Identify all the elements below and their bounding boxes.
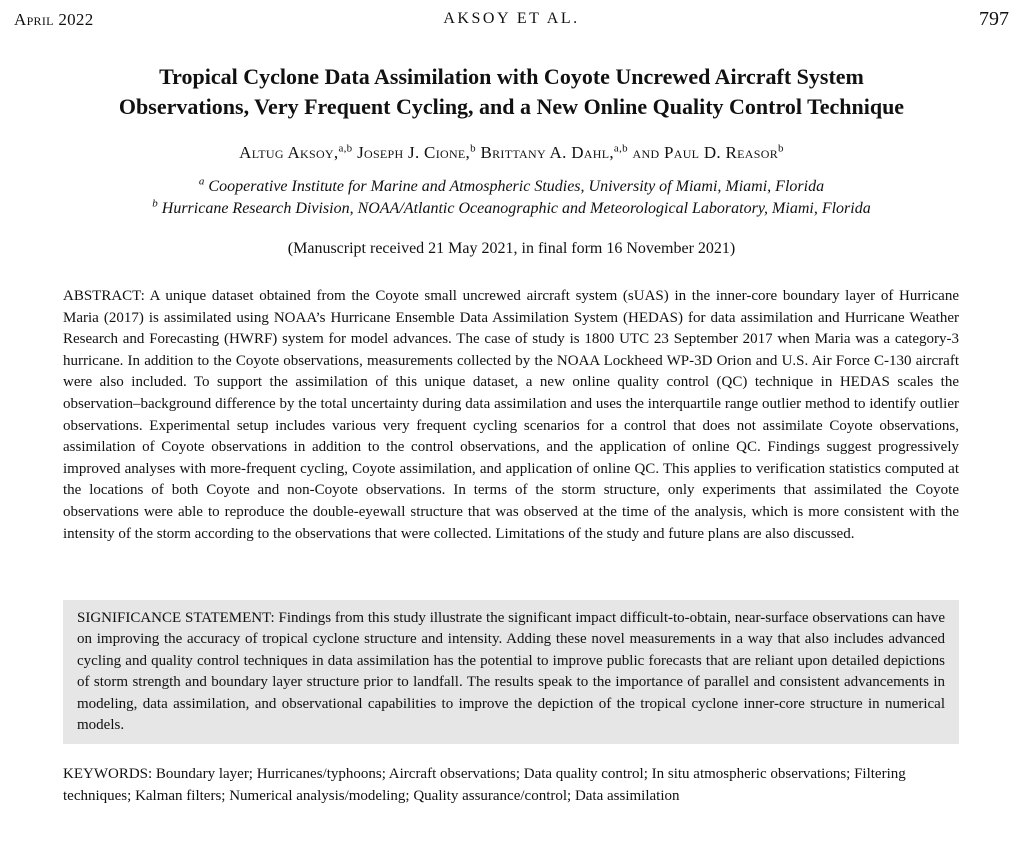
affiliation-b-mark: b (152, 197, 158, 210)
page-number: 797 (979, 8, 1009, 30)
significance-label: SIGNIFICANCE STATEMENT: (77, 610, 275, 626)
affiliation-b-text: Hurricane Research Division, NOAA/Atlantic Oceanographic and Meteorological Laboratory, Miami, Florida (161, 200, 871, 217)
author-aksoy: Altug Aksoy, (239, 143, 339, 162)
author-cione: Joseph J. Cione, (357, 143, 471, 162)
significance-statement (63, 600, 959, 744)
paper-title-line-1: Tropical Cyclone Data Assimilation with Coyote Uncrewed Aircraft System (159, 64, 864, 89)
running-head-authors: AKSOY ET AL. (443, 10, 580, 27)
author-aksoy-affil: a,b (338, 142, 353, 155)
affiliation-b (0, 198, 1023, 220)
running-head-date: April 2022 (14, 10, 94, 29)
abstract-label: ABSTRACT: (63, 288, 145, 304)
paper-title-line-2: Observations, Very Frequent Cycling, and a New Online Quality Control Technique (118, 94, 905, 119)
keywords (63, 764, 959, 807)
author-conjunction: and (632, 143, 660, 162)
author-reasor-affil: b (778, 142, 784, 155)
significance-text: Findings from this study illustrate the significant impact difficult-to-obtain, near-surface observations can have on improving the accuracy of tropical cyclone structure and intensity. Adding these novel measurements in a way that also includes advanced cycling and quality control techniques in data assimilation has the potential to improve public forecasts that are reliant upon detailed depictions of storm strength and boundary layer structure prior to landfall. The results speak to the importance of parallel and consistent advancements in modeling, data assimilation, and observational capabilities to improve the depiction of the tropical cyclone inner-core structure in numerical models. (77, 610, 945, 734)
author-cione-affil: b (470, 142, 476, 155)
manuscript-dates: (Manuscript received 21 May 2021, in final form 16 November 2021) (287, 240, 736, 257)
affiliation-a (0, 176, 1023, 198)
keywords-text: Boundary layer; Hurricanes/typhoons; Aircraft observations; Data quality control; In situ atmospheric observations; Filtering techniques; Kalman filters; Numerical analysis/modeling; Quality assurance/control; Data assimilation (63, 766, 906, 804)
running-head (14, 8, 1009, 34)
author-dahl: Brittany A. Dahl, (480, 143, 614, 162)
author-dahl-affil: a,b (613, 142, 628, 155)
affiliation-a-mark: a (198, 175, 205, 188)
keywords-label: KEYWORDS: (63, 766, 153, 782)
author-reasor: Paul D. Reasor (663, 143, 779, 162)
paper-title (40, 62, 983, 122)
affiliations (0, 176, 1023, 220)
abstract-text: A unique dataset obtained from the Coyote small uncrewed aircraft system (sUAS) in the inner-core boundary layer of Hurricane Maria (2017) is assimilated using NOAA’s Hurricane Ensemble Data Assimilation System (HEDAS) for data assimilation and Hurricane Weather Research and Forecasting (HWRF) system for model advances. The case of study is 1800 UTC 23 September 2017 when Maria was a category-3 hurricane. In addition to the Coyote observations, measurements collected by the NOAA Lockheed WP-3D Orion and U.S. Air Force C-130 aircraft were also included. To support the assimilation of this unique dataset, a new online quality control (QC) technique in HEDAS scales the observation–background difference by the total uncertainty during data assimilation and uses the interquartile range outlier method to identify outlier observations. Experimental setup includes various very frequent cycling scenarios for a control that does not assimilate Coyote observations, assimilation of Coyote observations in addition to the control observations, and the application of online QC. Findings suggest progressively improved analyses with more-frequent cycling, Coyote assimilation, and application of online QC. This applies to verification statistics computed at the locations of both Coyote and non-Coyote observations. In terms of the storm structure, only experiments that assimilated the Coyote observations were able to reproduce the double-eyewall structure that was observed at the time of the analysis, which is more consistent with the intensity of the storm according to the observations that were collected. Limitations of the study and future plans are also discussed. (63, 288, 959, 542)
affiliation-a-text: Cooperative Institute for Marine and Atmospheric Studies, University of Miami, Miami, Florida (208, 178, 825, 195)
author-list (0, 143, 1023, 163)
abstract (63, 286, 959, 545)
